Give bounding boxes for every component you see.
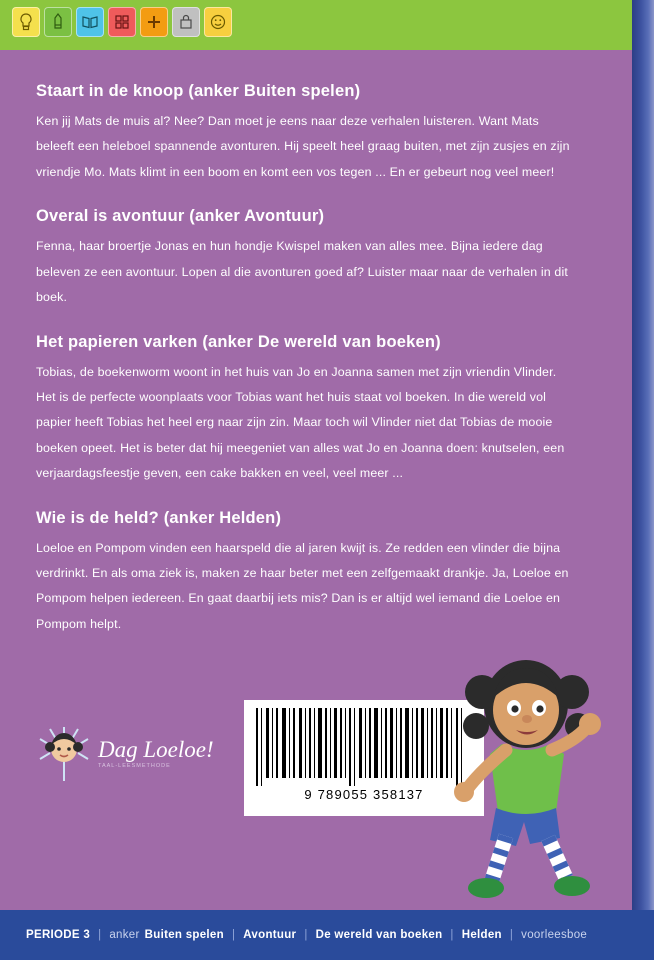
- blurb-title: Het papieren varken (anker De wereld van boeken): [36, 332, 441, 351]
- logo-wordmark: [98, 738, 214, 770]
- book-spine: [632, 0, 654, 960]
- blurb-text: Fenna, haar broertje Jonas en hun hondje Kwispel maken van alles mee. Bijna iedere dag beleven ze een avontuur. Lopen al die avonturen goed af? Luister maar naar de verhalen in dit boek.: [36, 239, 568, 305]
- plus-icon: [140, 7, 168, 37]
- footer-period: PERIODE 3: [26, 929, 91, 941]
- blurb-block: [36, 207, 576, 310]
- blurb-text: Tobias, de boekenworm woont in het huis van Jo en Joanna samen met zijn vriendin Vlinder. Het is de perfecte woonplaats voor Tobias want het huis staat vol boeken. In die wereld vol papier heeft Tobias het heel erg naar zijn zin. Maar toch wil Vlinder niet dat Tobias de mooie boeken opeet. Het is beter dat hij meegeniet van alles wat Jo en Joanna doen: knutselen, een verjaardagsfeestje geven, een cake bakken en veel, veel meer ...: [36, 364, 565, 481]
- icon-strip: [12, 7, 232, 37]
- footer-item-buiten-spelen: Buiten spelen: [144, 929, 224, 941]
- blurb-title: Staart in de knoop (anker Buiten spelen): [36, 82, 361, 100]
- pencil-icon: [44, 7, 72, 37]
- footer-item-wereld-van-boeken: De wereld van boeken: [315, 929, 443, 941]
- lock-icon: [172, 7, 200, 37]
- footer-anker-label: anker: [109, 929, 140, 941]
- logo-title: Dag Loeloe!: [98, 737, 214, 763]
- blurb-block: [36, 82, 576, 185]
- character-illustration: [430, 640, 630, 910]
- blurb-content: [36, 82, 576, 659]
- blurb-title: Overal is avontuur (anker Avontuur): [36, 207, 325, 226]
- footer-item-helden: Helden: [461, 929, 502, 941]
- footer-separator: |: [98, 929, 102, 941]
- blurb-text: Ken jij Mats de muis al? Nee? Dan moet je eens naar deze verhalen luisteren. Want Mats beleeft een heleboel spannende avonturen. Hij speelt heel graag buiten, met zijn zusjes en zijn vriendje Mo. Mats klimt in een boom en komt een vos tegen ... En er gebeurt nog veel meer!: [36, 114, 570, 179]
- top-icon-band: [0, 0, 654, 50]
- footer-separator: |: [509, 929, 514, 941]
- barcode-number: 9 789055 358137: [304, 787, 424, 802]
- blocks-icon: [108, 7, 136, 37]
- flower-girl-icon: [36, 723, 92, 785]
- blurb-block: [36, 509, 576, 638]
- smiley-icon: [204, 7, 232, 37]
- footer-separator: |: [450, 929, 454, 941]
- lightbulb-icon: [12, 7, 40, 37]
- footer-separator: |: [304, 929, 308, 941]
- footer-item-voorleesboek: voorleesboe: [521, 929, 588, 941]
- blurb-title: Wie is de held? (anker Helden): [36, 508, 282, 527]
- blurb-block: [36, 333, 576, 487]
- book-icon: [76, 7, 104, 37]
- footer-separator: |: [231, 929, 236, 941]
- footer-item-avontuur: Avontuur: [243, 929, 297, 941]
- footer-bar: [0, 910, 654, 960]
- logo-subtitle: TAAL-LEESMETHODE: [98, 763, 171, 770]
- brand-logo: [36, 718, 226, 790]
- blurb-text: Loeloe en Pompom vinden een haarspeld die al jaren kwijt is. Ze redden een vlinder die bijna verdrinkt. En als oma ziek is, maken ze haar beter met een zelfgemaakt drankje. Ja, Loeloe en Pompom helpen iedereen. En gaat daarbij iets mis? Dan is er altijd wel iemand die Loeloe en Pompom helpt.: [36, 540, 569, 631]
